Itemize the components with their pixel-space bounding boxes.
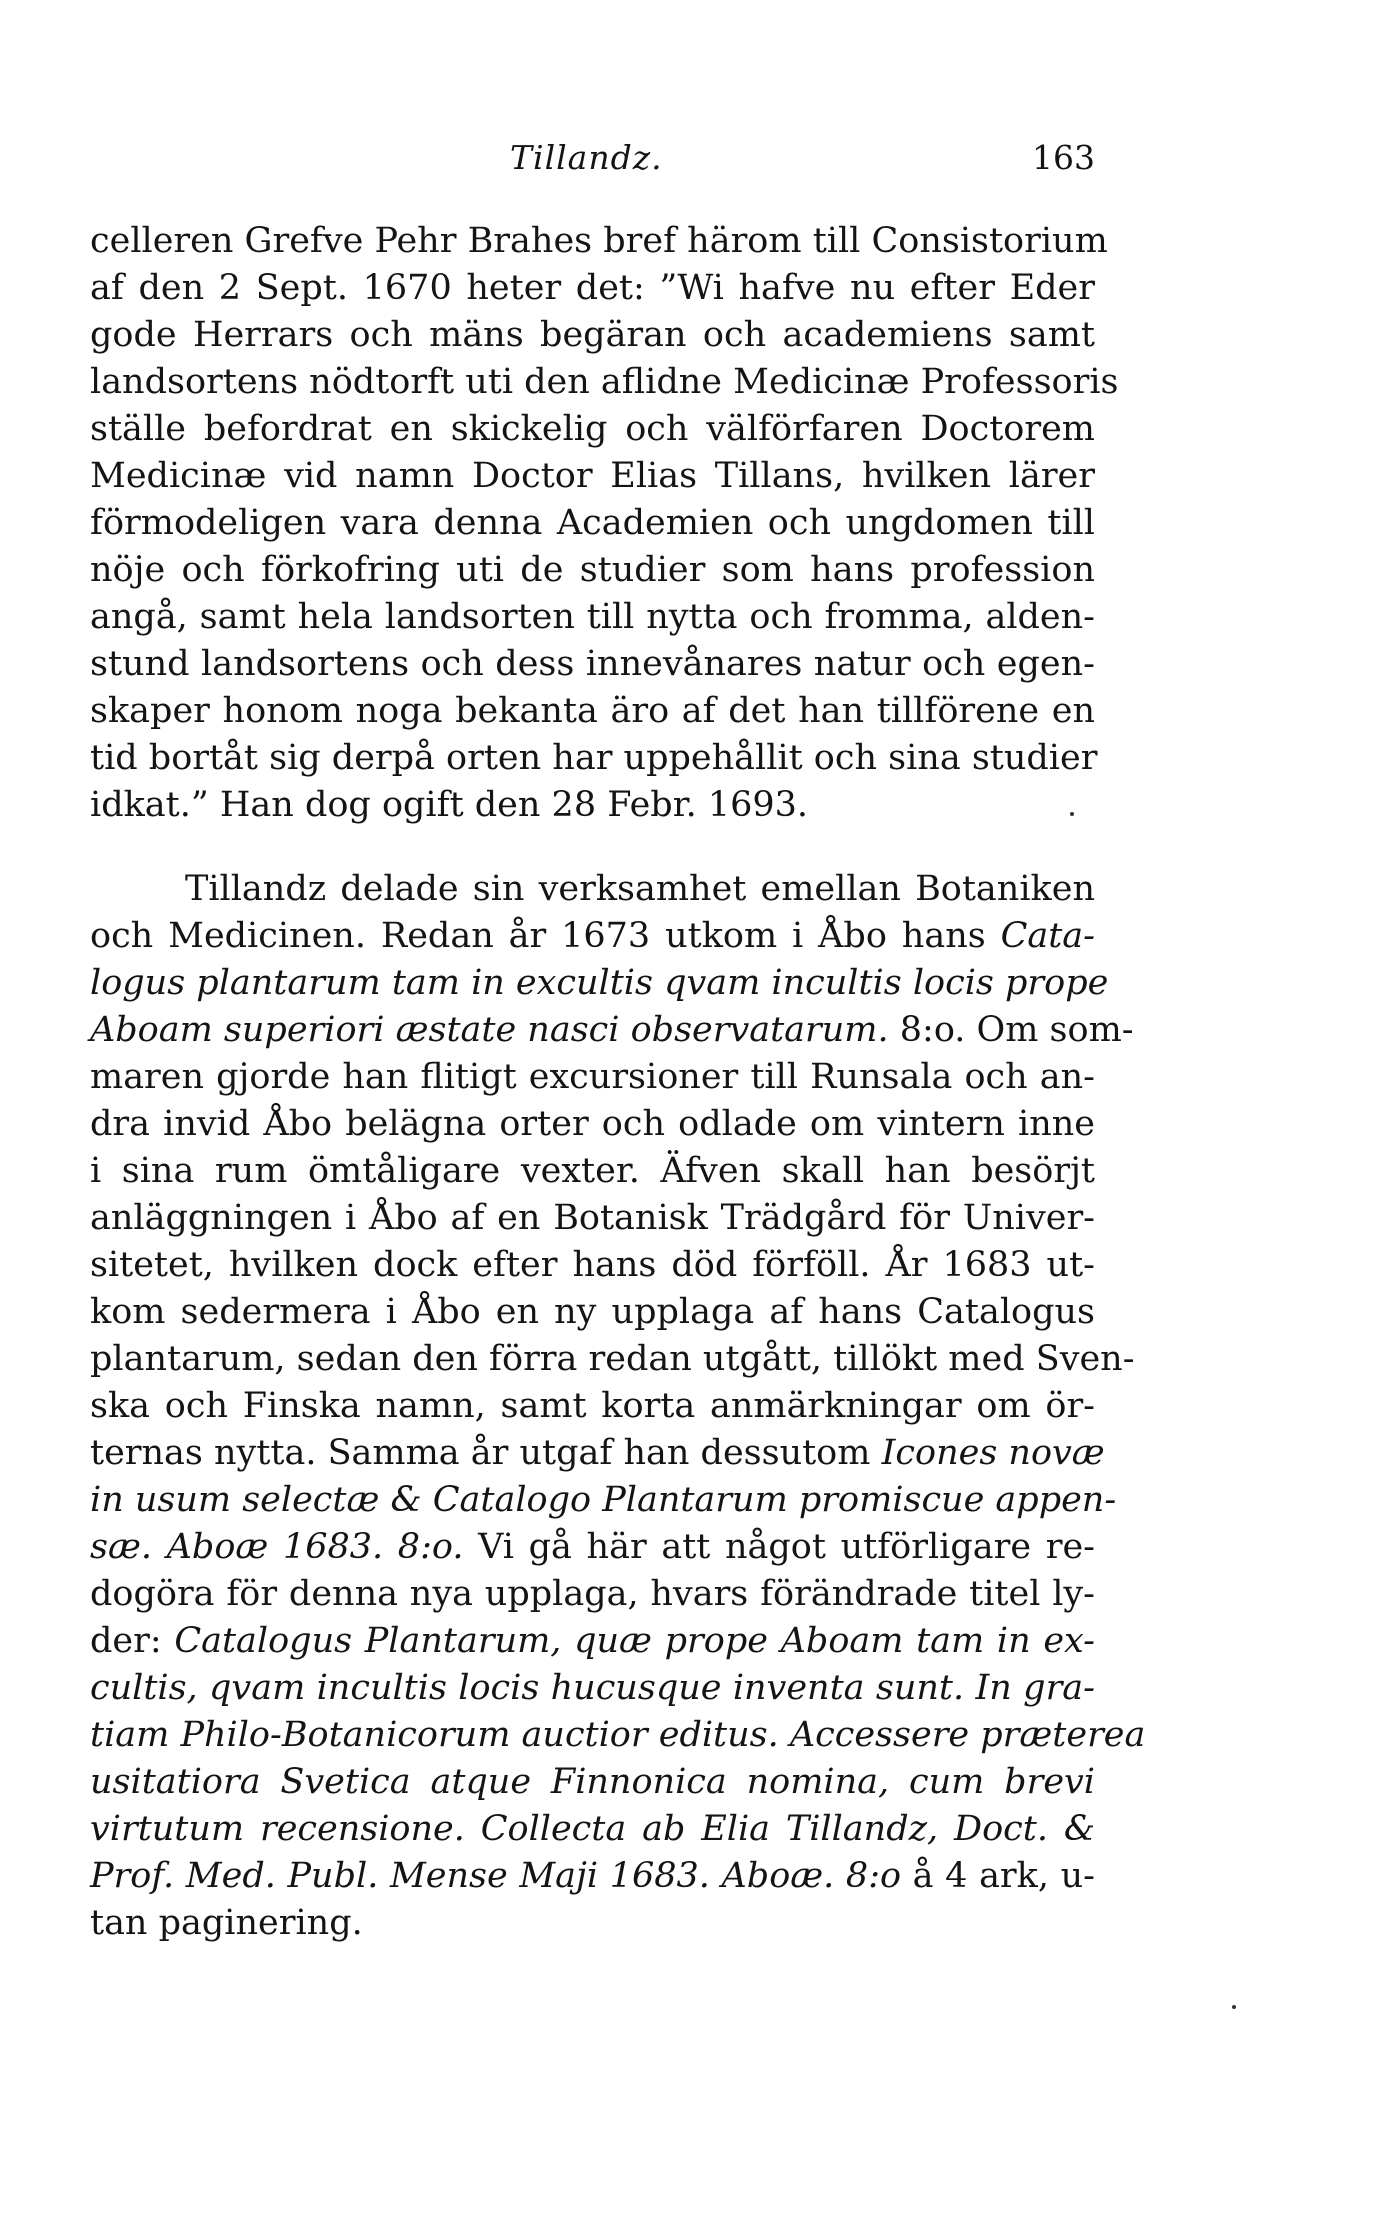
text-line [90, 641, 1095, 688]
text: 8:o. Om som- [888, 1010, 1134, 1050]
text: skaper honom noga bekanta äro af det han tillförene en [90, 691, 1095, 731]
text-line [90, 547, 1095, 594]
text-line [90, 1759, 1095, 1806]
text-line [90, 359, 1119, 406]
text-line [90, 1618, 1095, 1665]
text: celleren Grefve Pehr Brahes bref härom till Consistorium [90, 221, 1108, 261]
text-line [90, 688, 1095, 735]
text: dra invid Åbo belägna orter och odlade om vintern inne [90, 1104, 1095, 1144]
italic-text: logus plantarum tam in excultis qvam incultis locis prope [90, 963, 1109, 1003]
running-title: Tillandz. [510, 138, 663, 177]
text: Vi gå här att något utförligare re- [463, 1527, 1095, 1567]
text-line [90, 1477, 1117, 1524]
text-line [90, 406, 1095, 453]
text-line [90, 453, 1095, 500]
text: sitetet, hvilken dock efter hans död förföll. År 1683 ut- [90, 1245, 1095, 1285]
text-line [90, 1571, 1095, 1618]
text-line [90, 1054, 1095, 1101]
text: dogöra för denna nya upplaga, hvars förändrade titel ly- [90, 1574, 1095, 1614]
text-line [90, 1148, 1095, 1195]
italic-text: Prof. Med. Publ. Mense Maji 1683. Aboæ. 8:o [90, 1856, 902, 1896]
text: angå, samt hela landsorten till nytta och fromma, alden- [90, 597, 1095, 637]
text-line [90, 1900, 1095, 1947]
text-line [90, 1853, 1095, 1900]
text-line [90, 1289, 1095, 1336]
text-line [90, 312, 1095, 359]
text: der: [90, 1621, 175, 1661]
text: i sina rum ömtåligare vexter. Äfven skall han besörjt [90, 1151, 1095, 1191]
paragraph [90, 218, 1119, 829]
italic-text: Icones novæ [881, 1433, 1105, 1473]
text-line [90, 1336, 1135, 1383]
text-line [90, 1665, 1095, 1712]
text-line [90, 960, 1109, 1007]
paragraph-gap [90, 829, 1095, 866]
text-line [90, 1007, 1134, 1054]
text: maren gjorde han flitigt excursioner till Runsala och an- [90, 1057, 1095, 1097]
print-speck [1232, 2005, 1236, 2009]
text: nöje och förkofring uti de studier som hans profession [90, 550, 1095, 590]
text: af den 2 Sept. 1670 heter det: ”Wi hafve nu efter Eder [90, 268, 1095, 308]
text: plantarum, sedan den förra redan utgått, tillökt med Sven- [90, 1339, 1135, 1379]
text-line [90, 1712, 1146, 1759]
italic-text: Cata- [1000, 916, 1095, 956]
paragraph [90, 866, 1146, 1947]
italic-text: virtutum recensione. Collecta ab Elia Tillandz, Doct. & [90, 1809, 1095, 1849]
text-line [90, 594, 1095, 641]
text-line [90, 913, 1095, 960]
text-line [90, 1524, 1095, 1571]
text-line [90, 500, 1095, 547]
text: ställe befordrat en skickelig och välförfaren Doctorem [90, 409, 1095, 449]
text-line [90, 1430, 1105, 1477]
text: gode Herrars och mäns begäran och academiens samt [90, 315, 1095, 355]
text-line [90, 1101, 1095, 1148]
text-line [90, 265, 1095, 312]
text: idkat.” Han dog ogift den 28 Febr. 1693. [90, 785, 809, 825]
text-line [90, 866, 1095, 913]
text: anläggningen i Åbo af en Botanisk Trädgård för Univer- [90, 1198, 1095, 1238]
text: ska och Finska namn, samt korta anmärkningar om ör- [90, 1386, 1095, 1426]
page-number: 163 [1032, 138, 1095, 177]
italic-text: cultis, qvam incultis locis hucusque inventa sunt. In gra- [90, 1668, 1095, 1708]
text: stund landsortens och dess innevånares natur och egen- [90, 644, 1095, 684]
italic-text: Aboam superiori æstate nasci observatarum. [90, 1010, 889, 1050]
text: å 4 ark, u- [901, 1856, 1095, 1896]
italic-text: in usum selectæ & Catalogo Plantarum promiscue appen- [90, 1480, 1117, 1520]
text-line [90, 1195, 1095, 1242]
print-speck [1070, 812, 1074, 816]
text: tid bortåt sig derpå orten har uppehållit och sina studier [90, 738, 1098, 778]
italic-text: sæ. Aboæ 1683. 8:o. [90, 1527, 464, 1567]
body-text [90, 218, 1146, 1947]
text-line [90, 1383, 1095, 1430]
italic-text: tiam Philo-Botanicorum auctior editus. Accessere præterea [90, 1715, 1146, 1755]
italic-text: Catalogus Plantarum, quæ prope Aboam tam in ex- [174, 1621, 1095, 1661]
text-line [90, 218, 1108, 265]
text: förmodeligen vara denna Academien och ungdomen till [90, 503, 1095, 543]
text: landsortens nödtorft uti den aflidne Medicinæ Professoris [90, 362, 1119, 402]
text: tan paginering. [90, 1903, 363, 1943]
running-head [90, 138, 1095, 188]
text-line [90, 1806, 1095, 1853]
text: Tillandz delade sin verksamhet emellan Botaniken [185, 869, 1095, 909]
text-line [90, 1242, 1095, 1289]
text: Medicinæ vid namn Doctor Elias Tillans, hvilken lärer [90, 456, 1095, 496]
text: ternas nytta. Samma år utgaf han dessutom [90, 1433, 882, 1473]
text-line [90, 782, 1095, 829]
italic-text: usitatiora Svetica atque Finnonica nomina, cum brevi [90, 1762, 1095, 1802]
text: och Medicinen. Redan år 1673 utkom i Åbo hans [90, 916, 1001, 956]
text: kom sedermera i Åbo en ny upplaga af hans Catalogus [90, 1292, 1095, 1332]
text-line [90, 735, 1098, 782]
